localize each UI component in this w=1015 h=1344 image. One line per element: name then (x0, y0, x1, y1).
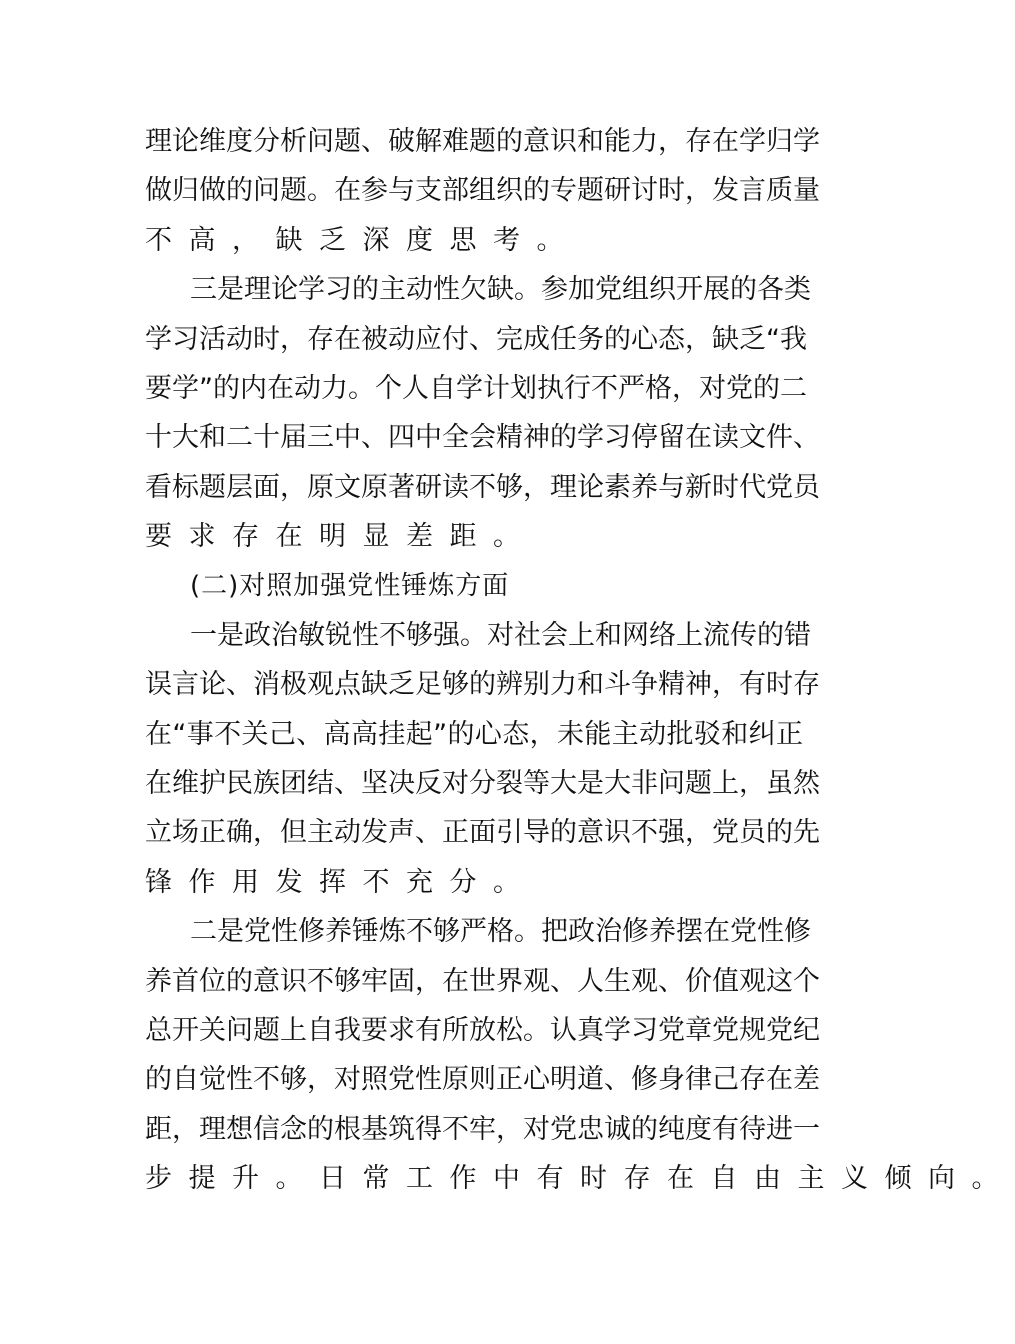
text-line: 步提升。日常工作中有时存在自由主义倾向。 (145, 1163, 1015, 1195)
text-line: 做归做的问题。在参与支部组织的专题研讨时，发言质量 (145, 175, 820, 207)
text-line: 十大和二十届三中、四中全会精神的学习停留在读文件、 (145, 422, 820, 454)
paragraph-political-sensitivity (145, 611, 820, 907)
text-line: 立场正确，但主动发声、正面引导的意识不强，党员的先 (145, 817, 820, 849)
text-line: 理论维度分析问题、破解难题的意识和能力，存在学归学 (145, 126, 820, 157)
paragraph-party-cultivation (145, 907, 1015, 1203)
section-heading (145, 562, 803, 611)
text-line: 锋作用发挥不充分。 (145, 866, 537, 898)
paragraph-theory-initiative (145, 265, 820, 561)
text-line: 误言论、消极观点缺乏足够的辨别力和斗争精神，有时存 (145, 669, 820, 701)
text-line: 要学”的内在动力。个人自学计划执行不严格，对党的二 (145, 372, 807, 404)
text-line: 距，理想信念的根基筑得不牢，对党忠诚的纯度有待进一 (145, 1113, 820, 1145)
text-line: 在维护民族团结、坚决反对分裂等大是大非问题上，虽然 (145, 768, 820, 800)
text-line: 总开关问题上自我要求有所放松。认真学习党章党规党纪 (145, 1015, 820, 1047)
paragraph-continuation (145, 117, 820, 265)
text-line: 二是党性修养锤炼不够严格。把政治修养摆在党性修 (190, 916, 811, 948)
text-line: 看标题层面，原文原著研读不够，理论素养与新时代党员 (145, 471, 820, 503)
text-line: 一是政治敏锐性不够强。对社会上和网络上流传的错 (190, 619, 811, 651)
text-line: 的自觉性不够，对照党性原则正心明道、修身律己存在差 (145, 1064, 820, 1096)
text-line: 三是理论学习的主动性欠缺。参加党组织开展的各类 (190, 274, 811, 306)
document-page (145, 117, 1015, 1204)
section-heading-text: (二)对照加强党性锤炼方面 (190, 570, 510, 601)
text-line: 不高，缺乏深度思考。 (145, 224, 580, 256)
text-line: 养首位的意识不够牢固，在世界观、人生观、价值观这个 (145, 965, 820, 997)
text-line: 学习活动时，存在被动应付、完成任务的心态，缺乏“我 (145, 323, 807, 355)
text-line: 要求存在明显差距。 (145, 521, 537, 553)
text-line: 在“事不关己、高高挂起”的心态，未能主动批驳和纠正 (145, 718, 803, 750)
